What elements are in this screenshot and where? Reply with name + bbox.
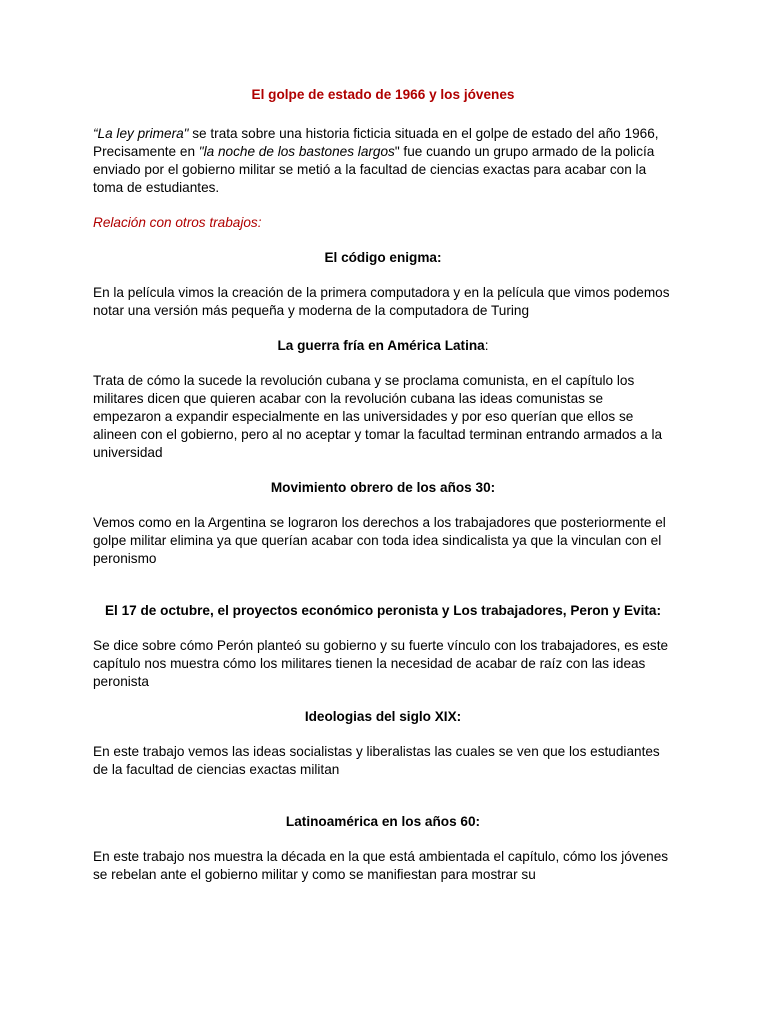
section-heading-text: El código enigma: (324, 250, 442, 265)
intro-paragraph (93, 125, 673, 197)
section-body-17-octubre: Se dice sobre cómo Perón planteó su gobierno y su fuerte vínculo con los trabajadores, es este capítulo nos muestra cómo los militares tienen la necesidad de acabar de raíz con las ideas peronista (93, 638, 669, 689)
section-heading-17-octubre (93, 602, 673, 620)
section-heading-movimiento-obrero (93, 479, 673, 497)
section-heading-text: Ideologias del siglo XIX: (304, 709, 462, 724)
section-heading-codigo-enigma (93, 249, 673, 267)
section-body-latinoamerica: En este trabajo nos muestra la década en la que está ambientada el capítulo, cómo los jóvenes se rebelan ante el gobierno militar y como se manifiestan para mostrar su (93, 849, 669, 882)
section-body-movimiento-obrero: Vemos como en la Argentina se lograron los derechos a los trabajadores que posteriormente el golpe militar elimina ya que querían acabar con toda idea sindicalista ya que la vinculan con el peronismo (93, 515, 666, 566)
intro-quote-title: “La ley primera" (93, 126, 189, 141)
intro-text-1: se trata sobre una historia ficticia situada en el golpe de estado del año 1966, (188, 126, 659, 141)
section-body-ideologias: En este trabajo vemos las ideas socialistas y liberalistas las cuales se ven que los estudiantes de la facultad de ciencias exactas militan (93, 744, 660, 777)
section-heading-text: La guerra fría en América Latina (277, 338, 485, 353)
section-body-guerra-fria: Trata de cómo la sucede la revolución cubana y se proclama comunista, en el capítulo los militares dicen que quieren acabar con la revolución cubana las ideas comunistas se empezaron a expandir especialmente en las universidades y por eso querían que ellos se alineen con el gobierno, pero al no aceptar y tomar la facultad terminan entrando armados a la universidad (93, 373, 663, 460)
section-heading-text: Latinoamérica en los años 60: (285, 814, 481, 829)
intro-quote-event: "la noche de los bastones largos (198, 144, 395, 159)
section-heading-latinoamerica (93, 813, 673, 831)
document-page (93, 86, 673, 901)
intro-text-3: " fue cuando un grupo armado de la policía enviado por el gobierno militar se metió a la facultad de ciencias exactas para acabar con la toma de estudiantes. (93, 144, 655, 195)
document-title: El golpe de estado de 1966 y los jóvenes (251, 87, 515, 102)
section-heading-guerra-fria (93, 337, 673, 355)
section-heading-ideologias (93, 708, 673, 726)
intro-text-2: Precisamente en (93, 144, 199, 159)
section-heading-text: Movimiento obrero de los años 30: (270, 480, 496, 495)
relacion-heading: Relación con otros trabajos: (93, 215, 262, 230)
section-heading-suffix: : (484, 338, 489, 353)
section-body-codigo-enigma: En la película vimos la creación de la primera computadora y en la película que vimos podemos notar una versión más pequeña y moderna de la computadora de Turing (93, 285, 670, 318)
section-heading-text: El 17 de octubre, el proyectos económico peronista y Los trabajadores, Peron y Evita: (104, 603, 661, 618)
